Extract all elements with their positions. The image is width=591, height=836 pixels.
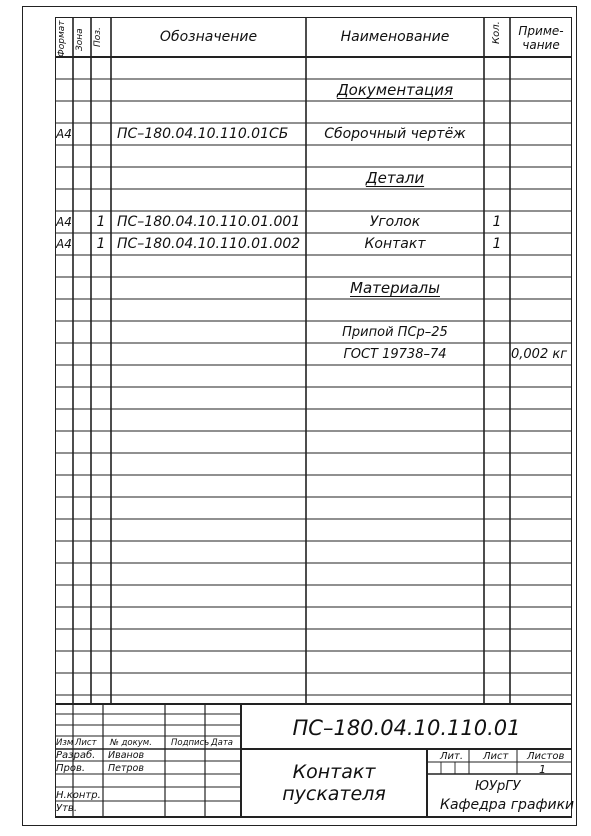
header-format: Формат (57, 20, 67, 57)
label-doc-no: № докум. (110, 738, 152, 748)
row-name: ГОСТ 19738–74 (343, 346, 447, 362)
label-nkontr: Н.контр. (56, 790, 101, 801)
header-note-line1: Приме- (518, 24, 564, 38)
label-utv: Утв. (56, 803, 77, 814)
product-name-line2: пускателя (282, 783, 386, 805)
row-name: Припой ПСр–25 (342, 324, 448, 340)
row-qty: 1 (492, 214, 502, 230)
row-pos: 1 (96, 214, 106, 230)
row-pos: 1 (96, 236, 106, 252)
product-name-line1: Контакт (292, 761, 376, 783)
row-name: Контакт (364, 236, 426, 252)
label-sheets: Листов (527, 751, 565, 762)
header-name: Наименование (340, 29, 450, 45)
section-materials: Материалы (350, 279, 440, 297)
section-details: Детали (365, 169, 425, 187)
sheets-total: 1 (539, 763, 546, 776)
label-prov: Пров. (56, 763, 86, 774)
checker-name: Петров (108, 763, 144, 774)
row-qty: 1 (492, 236, 502, 252)
row-format: А4 (56, 215, 72, 229)
row-name: Сборочный чертёж (324, 126, 466, 142)
row-note: 0,002 кг (511, 346, 568, 362)
label-izm: Изм (56, 738, 74, 748)
document-code: ПС–180.04.10.110.01 (292, 716, 521, 740)
label-razrab: Разраб. (56, 750, 96, 761)
label-lit: Лит. (440, 751, 464, 762)
header-pos: Поз. (93, 27, 103, 47)
header-note-line2: чание (522, 38, 560, 52)
row-designation: ПС–180.04.10.110.01.002 (117, 236, 301, 252)
row-name: Уголок (369, 214, 421, 230)
row-designation: ПС–180.04.10.110.01.001 (117, 214, 301, 230)
label-date: Дата (211, 738, 234, 748)
label-list: Лист (75, 738, 97, 748)
specification-table (55, 17, 575, 814)
header-designation: Обозначение (159, 29, 258, 45)
header-zone: Зона (75, 28, 85, 51)
row-format: А4 (56, 237, 72, 251)
row-format: А4 (56, 127, 72, 141)
row-designation: ПС–180.04.10.110.01СБ (117, 126, 289, 142)
label-sign: Подпись (171, 738, 210, 748)
header-note (510, 19, 572, 57)
header-qty: Кол. (491, 21, 502, 44)
label-sheet: Лист (483, 751, 509, 762)
department: Кафедра графики (440, 797, 575, 813)
section-documentation: Документация (336, 81, 454, 99)
product-name (241, 749, 427, 817)
organization: ЮУрГУ (475, 779, 521, 794)
developer-name: Иванов (108, 750, 145, 761)
